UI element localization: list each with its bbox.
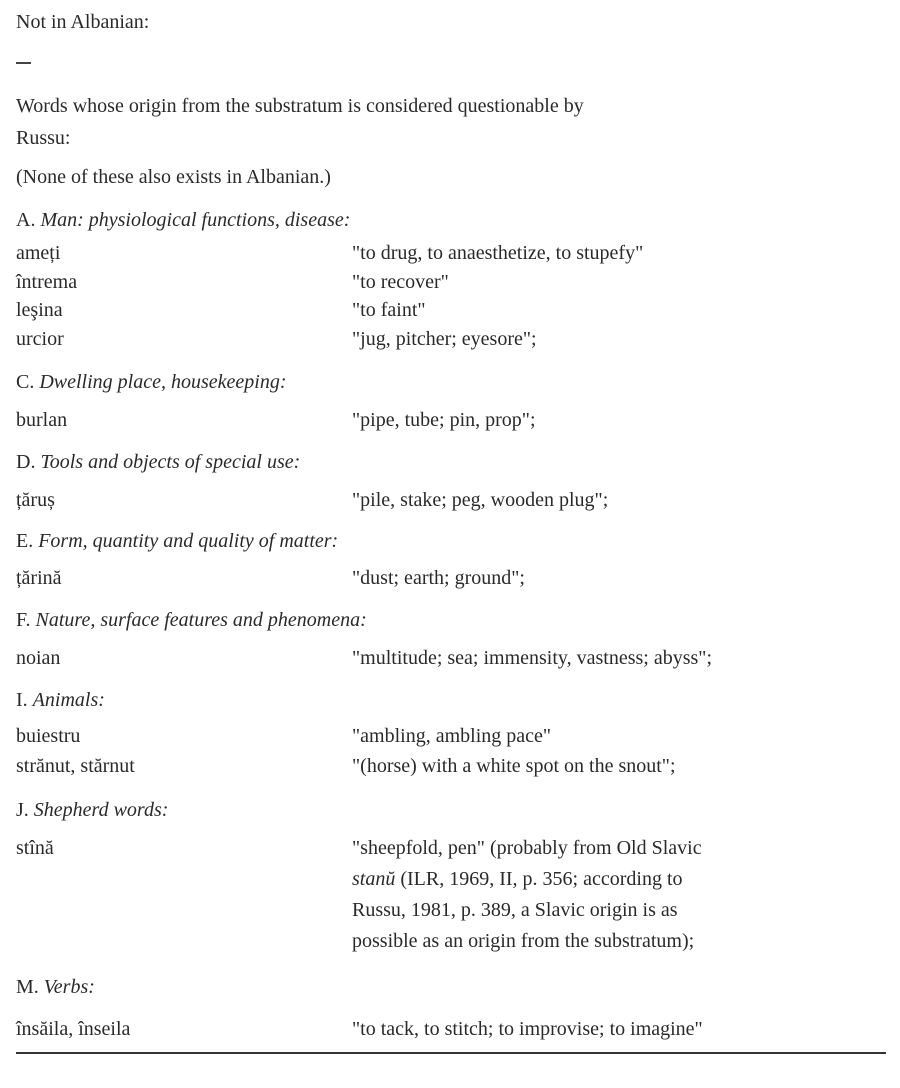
entry-word: strănut, stărnut [16, 755, 135, 777]
paragraph-questionable-line2: Russu: [16, 127, 71, 149]
entry-gloss: "dust; earth; ground"; [352, 567, 525, 589]
entry-gloss: "(horse) with a white spot on the snout"; [352, 755, 676, 777]
entry-gloss: "multitude; sea; immensity, vastness; abyss"; [352, 647, 712, 669]
entry-gloss: "pile, stake; peg, wooden plug"; [352, 489, 609, 511]
entry-word: urcior [16, 328, 64, 350]
entry-word: întrema [16, 271, 78, 293]
section-heading-c [16, 370, 287, 394]
entry-word: buiestru [16, 725, 81, 747]
section-letter: A. [16, 209, 36, 231]
section-title: Nature, surface features and phenomena: [35, 609, 367, 631]
section-title: Verbs: [43, 976, 95, 998]
section-letter: I. [16, 689, 28, 711]
entry-gloss-line3: Russu, 1981, p. 389, a Slavic origin is as [352, 899, 678, 921]
dash-empty-list [16, 62, 31, 64]
section-letter: C. [16, 371, 35, 393]
section-title: Dwelling place, housekeeping: [39, 371, 287, 393]
entry-word: noian [16, 647, 61, 669]
section-heading-m [16, 975, 95, 999]
paragraph-questionable-line1: Words whose origin from the substratum is considered questionable by [16, 95, 584, 117]
entry-gloss: "jug, pitcher; eyesore"; [352, 328, 537, 350]
entry-word: ameți [16, 242, 61, 264]
note-none-in-albanian: (None of these also exists in Albanian.) [16, 166, 331, 188]
entry-gloss-line1: "sheepfold, pen" (probably from Old Slavic [352, 837, 702, 859]
entry-gloss: "to recover" [352, 271, 449, 293]
etymon-italic: stanŭ [352, 868, 396, 890]
section-title: Form, quantity and quality of matter: [38, 530, 339, 552]
entry-word: stînă [16, 837, 54, 859]
section-title: Animals: [32, 689, 105, 711]
gloss-text: (ILR, 1969, II, p. 356; according to [395, 868, 683, 890]
section-heading-a [16, 208, 350, 232]
heading-not-in-albanian: Not in Albanian: [16, 11, 150, 33]
entry-gloss: "to faint" [352, 299, 426, 321]
entry-gloss: "to drug, to anaesthetize, to stupefy" [352, 242, 644, 264]
entry-gloss-line2 [352, 867, 683, 891]
section-letter: F. [16, 609, 31, 631]
section-heading-i [16, 688, 105, 712]
bottom-rule [16, 1052, 886, 1054]
section-letter: D. [16, 451, 36, 473]
entry-word: țărină [16, 567, 62, 589]
section-heading-d [16, 450, 300, 474]
section-heading-j [16, 798, 168, 822]
entry-word: leşina [16, 299, 63, 321]
entry-gloss: "to tack, to stitch; to improvise; to imagine" [352, 1018, 703, 1040]
section-title: Shepherd words: [33, 799, 169, 821]
section-title: Tools and objects of special use: [40, 451, 301, 473]
section-letter: E. [16, 530, 34, 552]
section-letter: J. [16, 799, 29, 821]
section-heading-e [16, 529, 338, 553]
section-title: Man: physiological functions, disease: [40, 209, 351, 231]
entry-gloss: "pipe, tube; pin, prop"; [352, 409, 536, 431]
entry-gloss-line4: possible as an origin from the substratum); [352, 930, 695, 952]
section-heading-f [16, 608, 367, 632]
entry-word: însăila, înseila [16, 1018, 131, 1040]
section-letter: M. [16, 976, 39, 998]
entry-word: țăruș [16, 489, 55, 511]
entry-word: burlan [16, 409, 68, 431]
entry-gloss: "ambling, ambling pace" [352, 725, 552, 747]
